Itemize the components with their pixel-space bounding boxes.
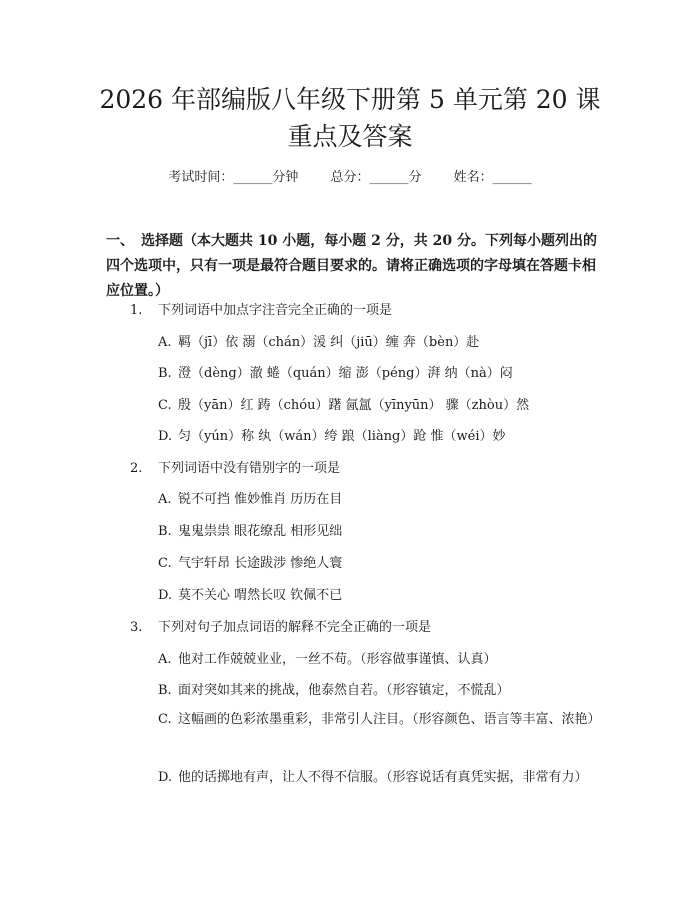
option-letter: C. [158,398,172,413]
option-letter: C. [158,556,172,571]
option-letter: B. [158,524,172,539]
question-number: 1. [130,303,143,318]
option-text: 他对工作兢兢业业，一丝不苟。（形容做事谨慎、认真） [178,652,497,667]
option-letter: D. [158,588,173,603]
option-letter: C. [158,712,172,727]
option-2a [158,490,342,510]
question-number: 3. [130,620,143,635]
question-number: 2. [130,461,143,476]
option-letter: B. [158,683,172,698]
option-text: 鬼鬼祟祟 眼花缭乱 相形见绌 [178,524,343,539]
option-text: 他的话掷地有声，让人不得不信服。（形容说话有真凭实据，非常有力） [178,770,588,785]
question-stem: 下列词语中加点字注音完全正确的一项是 [158,303,393,318]
option-text: 羁（jī）依 溺（chán）湲 纠（jiū）缠 奔（bèn）赴 [178,335,480,350]
option-text: 殷（yān）红 踌（chóu）躇 氤氲（yīnyūn） 骤（zhòu）然 [178,398,530,413]
document-title-line2: 重点及答案 [287,122,413,151]
option-letter: A. [158,492,172,507]
total-score-field: 总分：______分 [330,170,422,185]
option-3c [106,706,606,734]
option-2c [158,554,342,574]
option-1b [158,364,513,384]
option-text: 锐不可挡 惟妙惟肖 历历在目 [178,492,343,507]
exam-info [0,168,700,188]
document-title-line1: 2026 年部编版八年级下册第 5 单元第 20 课 [99,85,601,114]
option-letter: A. [158,335,172,350]
section-heading: 一、 选择题（本大题共 10 小题，每小题 2 分，共 20 分。下列每小题列出的四个选项中，只有一项是最符合题目要求的。请将正确选项的字母填在答题卡相应位置。） [106,233,597,299]
question-2 [130,459,340,479]
student-name-field: 姓名：______ [453,170,532,185]
option-text: 面对突如其来的挑战，他泰然自若。（形容镇定，不慌乱） [178,683,510,698]
option-letter: D. [158,770,173,785]
option-1a [158,333,479,353]
exam-time-field: 考试时间：______分钟 [168,170,299,185]
option-1d [158,427,505,447]
question-stem: 下列词语中没有错别字的一项是 [158,461,341,476]
option-text: 气宇轩昂 长途跋涉 惨绝人寰 [178,556,343,571]
option-3a [158,650,497,670]
option-2d [158,586,342,606]
question-3 [130,618,431,638]
option-3d [106,764,606,792]
question-1 [130,301,392,321]
option-letter: D. [158,429,173,444]
option-text: 匀（yún）称 纨（wán）绔 踉（liàng）跄 惟（wéi）妙 [178,429,506,444]
option-text: 澄（dèng）澈 蜷（quán）缩 澎（péng）湃 纳（nà）闷 [178,366,513,381]
question-stem: 下列对句子加点词语的解释不完全正确的一项是 [158,620,432,635]
option-2b [158,522,342,542]
option-3b [158,681,510,701]
option-letter: A. [158,652,172,667]
option-text: 这幅画的色彩浓墨重彩，非常引人注目。（形容颜色、语言等丰富、浓艳） [178,712,601,727]
option-1c [158,396,529,416]
option-text: 莫不关心 喟然长叹 钦佩不已 [178,588,343,603]
option-letter: B. [158,366,172,381]
